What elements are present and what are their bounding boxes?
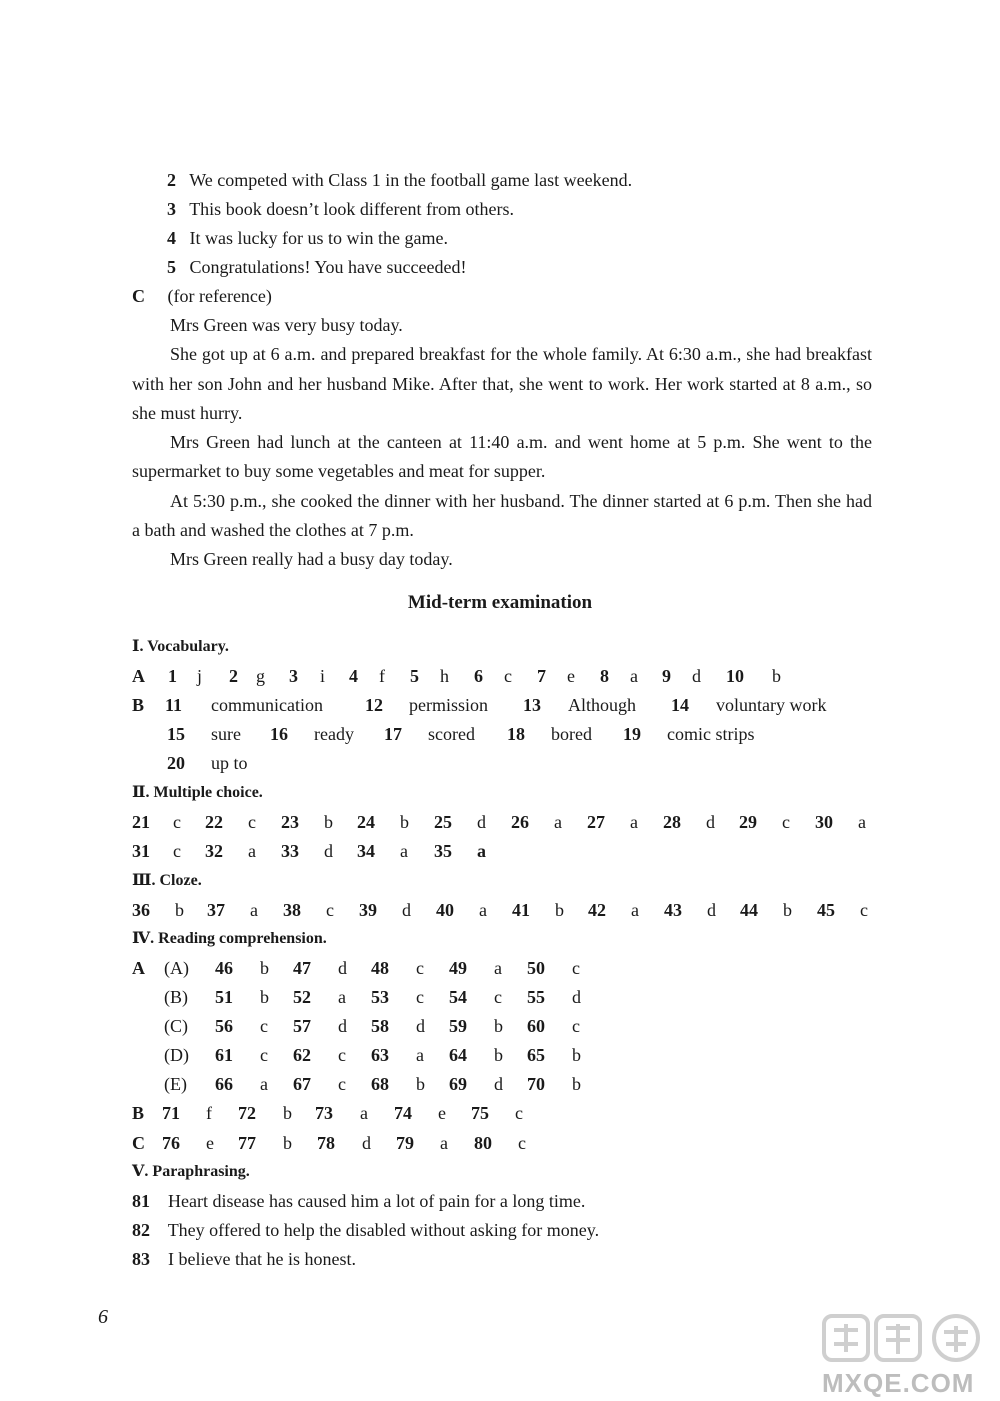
question-number: 69 (449, 1074, 467, 1094)
question-number: 47 (293, 958, 311, 978)
vocab-a-row (0, 665, 1000, 687)
answer-value: c (338, 1074, 346, 1094)
multiple-choice-row (0, 811, 1000, 833)
answer-value: d (416, 1016, 425, 1036)
section-heading-reading: Ⅳ. Reading comprehension. (132, 930, 327, 947)
answer-value: b (400, 812, 409, 832)
answer-value: c (494, 987, 502, 1007)
answer-value: d (477, 812, 486, 832)
question-number: 16 (270, 724, 288, 744)
reading-group-row (0, 957, 1000, 979)
answer-value: a (479, 900, 487, 920)
question-number: 68 (371, 1074, 389, 1094)
answer-value: d (362, 1133, 371, 1153)
answer-value: a (400, 841, 408, 861)
answer-value: f (379, 666, 385, 686)
question-number: 54 (449, 987, 467, 1007)
answer-value: communication (211, 695, 323, 715)
answer-value: c (260, 1045, 268, 1065)
answer-value: a (260, 1074, 268, 1094)
answer-value: b (572, 1074, 581, 1094)
question-number: 13 (523, 695, 541, 715)
answer-value: d (692, 666, 701, 686)
answer-line: 2 We competed with Class 1 in the football game last weekend. (167, 170, 633, 190)
answer-value: b (572, 1045, 581, 1065)
reference-passage (132, 311, 872, 575)
answer-value: j (197, 666, 203, 686)
answer-value: Although (568, 695, 637, 715)
answer-value: b (783, 900, 792, 920)
question-number: 79 (396, 1133, 414, 1153)
answer-value: a (554, 812, 562, 832)
question-number: 60 (527, 1016, 545, 1036)
question-number: 2 (229, 666, 238, 686)
vocab-b-row (0, 694, 1000, 716)
question-number: 37 (207, 900, 225, 920)
answer-value: scored (428, 724, 475, 744)
question-number: 48 (371, 958, 389, 978)
question-number: 34 (357, 841, 375, 861)
answer-value: a (630, 666, 638, 686)
question-number: 31 (132, 841, 150, 861)
group-label: B (132, 695, 145, 715)
question-number: 46 (215, 958, 233, 978)
paraphrase-line: 81 Heart disease has caused him a lot of pain for a long time. (132, 1191, 586, 1211)
question-number: 50 (527, 958, 545, 978)
question-number: 67 (293, 1074, 311, 1094)
question-number: 45 (817, 900, 835, 920)
question-number: 55 (527, 987, 545, 1007)
question-number: 56 (215, 1016, 233, 1036)
question-number: 65 (527, 1045, 545, 1065)
question-number: 17 (384, 724, 402, 744)
question-number: 77 (238, 1133, 256, 1153)
answer-value: b (494, 1045, 503, 1065)
vocab-b-row (0, 723, 1000, 745)
answer-value: bored (551, 724, 592, 744)
section-heading-multiple-choice: Ⅱ. Multiple choice. (132, 784, 263, 801)
exam-title: Mid-term examination (407, 592, 593, 613)
reading-group-row (0, 986, 1000, 1008)
answer-value: c (248, 812, 256, 832)
answer-value: c (173, 841, 181, 861)
answer-value: i (320, 666, 326, 686)
question-number: 41 (512, 900, 530, 920)
answer-value: c (416, 958, 424, 978)
question-number: 70 (527, 1074, 545, 1094)
question-number: 66 (215, 1074, 233, 1094)
answer-value: c (518, 1133, 526, 1153)
answer-value: a (858, 812, 866, 832)
answer-value: c (504, 666, 512, 686)
question-number: 1 (168, 666, 177, 686)
question-number: 6 (474, 666, 483, 686)
paraphrase-line: 82 They offered to help the disabled without asking for money. (132, 1220, 600, 1240)
question-number: 38 (283, 900, 301, 920)
answer-value: b (260, 958, 269, 978)
answer-value: b (416, 1074, 425, 1094)
passage-paragraph: Mrs Green really had a busy day today. (170, 549, 453, 570)
answer-value: c (173, 812, 181, 832)
answer-value: d (338, 958, 347, 978)
answer-value: d (707, 900, 716, 920)
question-number: 62 (293, 1045, 311, 1065)
answer-value: d (324, 841, 333, 861)
answer-value: b (494, 1016, 503, 1036)
question-number: 42 (588, 900, 606, 920)
passage-paragraph: At 5:30 p.m., she cooked the dinner with her husband. The dinner started at 6 p.m. Then she had a bath and washed the clothes at 7 p.m. (132, 490, 872, 541)
answer-value: d (572, 987, 581, 1007)
answer-line: 5 Congratulations! You have succeeded! (167, 257, 467, 277)
answer-value: c (416, 987, 424, 1007)
question-number: 11 (165, 695, 183, 715)
question-number: 27 (587, 812, 605, 832)
reading-c-row (0, 1132, 1000, 1154)
question-number: 30 (815, 812, 833, 832)
answer-value: h (440, 666, 449, 686)
answer-value: b (283, 1133, 292, 1153)
group-label: C (132, 1133, 145, 1153)
question-number: 15 (167, 724, 185, 744)
vocab-b-row (0, 752, 1000, 774)
question-number: 39 (359, 900, 377, 920)
answer-value: a (416, 1045, 424, 1065)
question-number: 25 (434, 812, 452, 832)
question-number: 52 (293, 987, 311, 1007)
passage-paragraph: She got up at 6 a.m. and prepared breakfast for the whole family. At 6:30 a.m., she had breakfast with her son John and her husband Mike. After that, she went to work. Her work started at 8 a.m., so she must hurry. (132, 344, 872, 423)
section-heading-cloze: Ⅲ. Cloze. (132, 872, 202, 889)
question-number: 58 (371, 1016, 389, 1036)
question-number: 23 (281, 812, 299, 832)
passage-paragraph: Mrs Green had lunch at the canteen at 11:40 a.m. and went home at 5 p.m. She went to the supermarket to buy some vegetables and meat for supper. (132, 432, 872, 482)
answer-value: c (326, 900, 334, 920)
question-number: 53 (371, 987, 389, 1007)
page-number: 6 (98, 1306, 108, 1328)
answer-value: a (494, 958, 502, 978)
question-number: 72 (238, 1103, 256, 1123)
question-number: 10 (726, 666, 744, 686)
question-number: 76 (162, 1133, 180, 1153)
answer-value: c (572, 958, 580, 978)
answer-value: a (477, 841, 486, 861)
cloze-row (0, 899, 1000, 921)
answer-value: d (706, 812, 715, 832)
question-number: 61 (215, 1045, 233, 1065)
watermark-text: MXQE.COM (822, 1368, 975, 1398)
answer-value: sure (211, 724, 241, 744)
question-number: 7 (537, 666, 546, 686)
question-number: 49 (449, 958, 467, 978)
reading-b-row (0, 1102, 1000, 1124)
question-number: 4 (349, 666, 358, 686)
question-number: 8 (600, 666, 609, 686)
group-tag: (A) (164, 958, 189, 978)
reading-group-row (0, 1015, 1000, 1037)
group-label: B (132, 1103, 145, 1123)
question-number: 73 (315, 1103, 333, 1123)
question-number: 71 (162, 1103, 180, 1123)
question-number: 18 (507, 724, 525, 744)
question-number: 80 (474, 1133, 492, 1153)
group-label: A (132, 666, 145, 686)
answer-value: b (555, 900, 564, 920)
question-number: 44 (740, 900, 758, 920)
section-c-heading: C (for reference) (132, 286, 272, 306)
answer-value: c (782, 812, 790, 832)
question-number: 78 (317, 1133, 335, 1153)
question-number: 64 (449, 1045, 467, 1065)
group-label: A (132, 958, 145, 978)
answer-value: b (283, 1103, 292, 1123)
question-number: 3 (289, 666, 298, 686)
question-number: 9 (662, 666, 671, 686)
question-number: 22 (205, 812, 223, 832)
answer-value: c (515, 1103, 523, 1123)
reading-group-row (0, 1044, 1000, 1066)
answer-value: a (360, 1103, 368, 1123)
answer-value: e (438, 1103, 446, 1123)
answer-value: b (324, 812, 333, 832)
answer-value: a (338, 987, 346, 1007)
answer-value: c (338, 1045, 346, 1065)
question-number: 35 (434, 841, 452, 861)
question-number: 14 (671, 695, 689, 715)
passage-paragraph: Mrs Green was very busy today. (170, 315, 403, 335)
question-number: 24 (357, 812, 375, 832)
question-number: 28 (663, 812, 681, 832)
question-number: 36 (132, 900, 150, 920)
question-number: 57 (293, 1016, 311, 1036)
answer-value: comic strips (667, 724, 755, 744)
question-number: 40 (436, 900, 454, 920)
answer-value: g (256, 666, 265, 686)
answer-value: b (260, 987, 269, 1007)
group-tag: (C) (164, 1016, 188, 1036)
answer-value: f (206, 1103, 212, 1123)
answer-line: 4 It was lucky for us to win the game. (167, 228, 448, 248)
question-number: 74 (394, 1103, 412, 1123)
answer-value: b (772, 666, 781, 686)
answer-value: d (402, 900, 411, 920)
answer-value: a (630, 812, 638, 832)
answer-line: 3 This book doesn’t look different from others. (167, 199, 514, 219)
answer-value: permission (409, 695, 488, 715)
question-number: 75 (471, 1103, 489, 1123)
section-heading-vocabulary: Ⅰ. Vocabulary. (132, 638, 229, 655)
question-number: 21 (132, 812, 150, 832)
question-number: 32 (205, 841, 223, 861)
question-number: 29 (739, 812, 757, 832)
answer-value: voluntary work (716, 695, 827, 715)
answer-value: d (494, 1074, 503, 1094)
answer-value: up to (211, 753, 248, 773)
group-tag: (B) (164, 987, 188, 1007)
answer-value: a (631, 900, 639, 920)
answer-value: a (248, 841, 256, 861)
answer-value: ready (314, 724, 354, 744)
answer-value: b (175, 900, 184, 920)
answer-value: c (260, 1016, 268, 1036)
group-tag: (D) (164, 1045, 189, 1065)
answer-value: e (206, 1133, 214, 1153)
answer-value: e (567, 666, 575, 686)
reading-group-row (0, 1073, 1000, 1095)
question-number: 43 (664, 900, 682, 920)
section-heading-paraphrasing: Ⅴ. Paraphrasing. (132, 1163, 250, 1180)
question-number: 33 (281, 841, 299, 861)
group-tag: (E) (164, 1074, 187, 1094)
answer-value: c (860, 900, 868, 920)
answer-value: d (338, 1016, 347, 1036)
paraphrase-line: 83 I believe that he is honest. (132, 1249, 356, 1269)
question-number: 19 (623, 724, 641, 744)
answer-value: a (440, 1133, 448, 1153)
question-number: 5 (410, 666, 419, 686)
question-number: 59 (449, 1016, 467, 1036)
question-number: 63 (371, 1045, 389, 1065)
answer-value: c (572, 1016, 580, 1036)
question-number: 51 (215, 987, 233, 1007)
multiple-choice-row (0, 840, 1000, 862)
question-number: 20 (167, 753, 185, 773)
answer-value: a (250, 900, 258, 920)
question-number: 12 (365, 695, 383, 715)
question-number: 26 (511, 812, 529, 832)
